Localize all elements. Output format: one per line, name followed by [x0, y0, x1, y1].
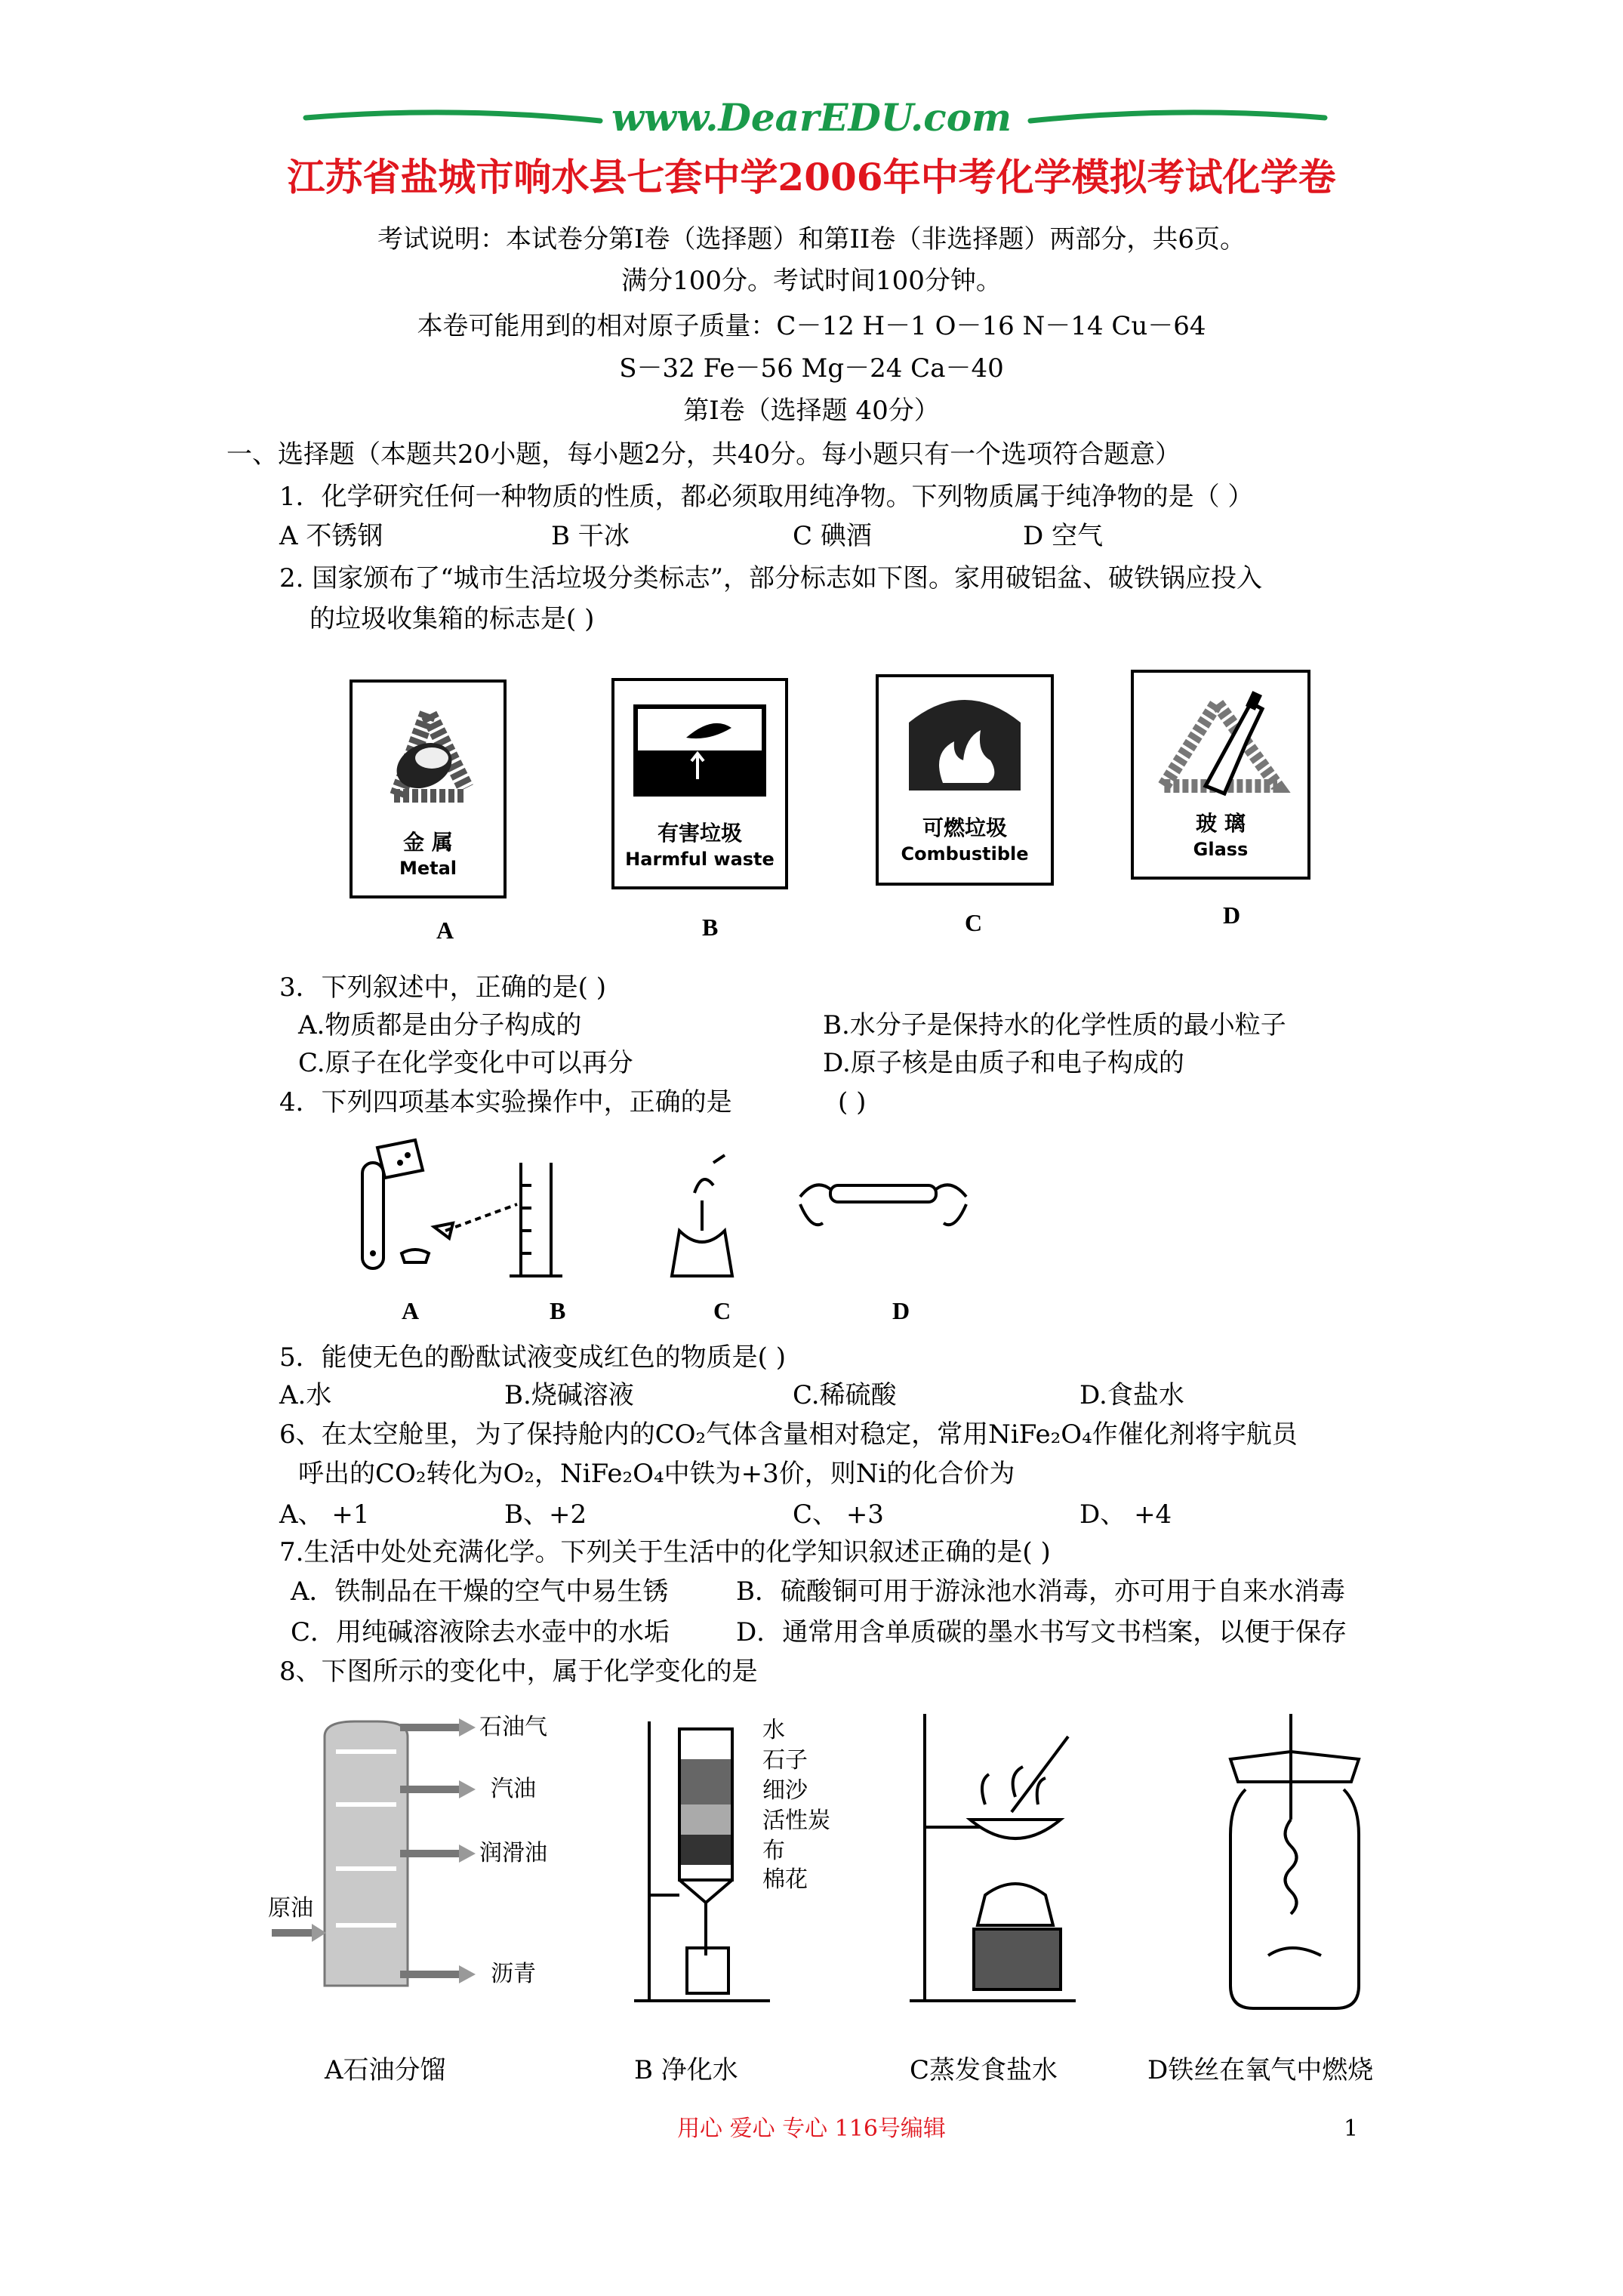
q6-option-a: A、 +1 [279, 1499, 370, 1530]
sign-d-letter: D [1223, 901, 1241, 929]
q7-stem: 7.生活中处处充满化学。下列关于生活中的化学知识叙述正确的是( ) [279, 1537, 1051, 1567]
q5-option-b: B.烧碱溶液 [504, 1380, 634, 1410]
op-a-pouring-icon [362, 1140, 429, 1268]
sign-combustible-en: Combustible [901, 843, 1029, 864]
filter-label-water: 水 [762, 1717, 785, 1743]
op-b-cylinder-icon [434, 1163, 562, 1276]
tower-output-gas: 石油气 [479, 1714, 547, 1740]
op-c-lamp-icon [672, 1155, 732, 1276]
op-a-letter: A [402, 1297, 420, 1324]
q6-option-b: B、+2 [504, 1499, 587, 1530]
iron-wire-burning-figure [1208, 1714, 1381, 2016]
op-b-letter: B [550, 1297, 566, 1324]
sign-harmful-en: Harmful waste [625, 849, 775, 870]
sign-metal-cn: 金 属 [403, 830, 453, 855]
op-d-test-tube-icon [800, 1185, 966, 1225]
site-logo-text: www.DearEDU.com [611, 95, 1012, 140]
q5-option-a: A.水 [279, 1380, 332, 1410]
q6-option-d: D、 +4 [1079, 1499, 1172, 1530]
atomic-mass-line-2: S－32 Fe－56 Mg－24 Ca－40 [619, 353, 1004, 384]
sign-combustible [876, 674, 1054, 886]
sign-harmful-waste [611, 678, 788, 889]
q7-option-c: C．用纯碱溶液除去水壶中的水垢 [291, 1617, 670, 1647]
header-swoosh-left [302, 104, 604, 134]
q5-option-c: C.稀硫酸 [793, 1380, 897, 1410]
q8-caption-c: C蒸发食盐水 [910, 2055, 1058, 2085]
sign-metal [350, 680, 507, 898]
filter-label-carbon: 活性炭 [762, 1808, 830, 1834]
tower-output-asphalt: 沥青 [491, 1961, 536, 1987]
q1-option-b: B 干冰 [551, 521, 630, 551]
harmful-waste-icon [614, 681, 785, 809]
q5-stem: 5．能使无色的酚酞试液变成红色的物质是( ) [279, 1342, 786, 1373]
q2-stem-line-1: 2. 国家颁布了“城市生活垃圾分类标志”，部分标志如下图。家用破铝盆、破铁锅应投入 [279, 563, 1263, 593]
footer-editor-note: 用心 爱心 专心 116号编辑 [677, 2116, 946, 2142]
sign-a-letter: A [436, 917, 454, 944]
q4-bracket: ( ) [838, 1087, 867, 1117]
sign-c-letter: C [965, 909, 983, 936]
q1-option-d: D 空气 [1023, 521, 1104, 551]
q3-option-b: B.水分子是保持水的化学性质的最小粒子 [823, 1010, 1286, 1040]
lab-operations-figure [347, 1133, 996, 1284]
q6-stem-line-2: 呼出的CO₂转化为O₂，NiFe₂O₄中铁为+3价，则Ni的化合价为 [298, 1459, 1015, 1489]
sign-metal-en: Metal [399, 858, 457, 879]
q1-option-a: A 不锈钢 [279, 521, 383, 551]
q4-stem: 4．下列四项基本实验操作中，正确的是 [279, 1087, 732, 1117]
q8-caption-d: D铁丝在氧气中燃烧 [1147, 2055, 1374, 2085]
q5-option-d: D.食盐水 [1079, 1380, 1184, 1410]
metal-recycle-icon [353, 683, 504, 826]
atomic-mass-line-1: 本卷可能用到的相对原子质量：C－12 H－1 O－16 N－14 Cu－64 [417, 311, 1206, 341]
flame-icon [879, 677, 1051, 806]
intro-line-1: 考试说明：本试卷分第I卷（选择题）和第II卷（非选择题）两部分，共6页。 [377, 224, 1246, 254]
q3-stem: 3．下列叙述中，正确的是( ) [279, 972, 606, 1003]
q7-option-d: D．通常用含单质碳的墨水书写文书档案，以便于保存 [736, 1617, 1347, 1647]
q6-stem-line-1: 6、在太空舱里，为了保持舱内的CO₂气体含量相对稳定，常用NiFe₂O₄作催化剂将宇航员 [279, 1419, 1298, 1450]
q3-option-a: A.物质都是由分子构成的 [298, 1010, 582, 1040]
sign-combustible-cn: 可燃垃圾 [922, 815, 1007, 840]
sign-harmful-cn: 有害垃圾 [657, 821, 742, 846]
evaporation-figure [910, 1706, 1106, 2008]
q1-stem: 1．化学研究任何一种物质的性质，都必须取用纯净物。下列物质属于纯净物的是（ ） [279, 482, 1254, 512]
q7-option-b: B．硫酸铜可用于游泳池水消毒，亦可用于自来水消毒 [736, 1576, 1345, 1607]
part1-heading: 第I卷（选择题 40分） [683, 396, 940, 426]
sign-glass-cn: 玻 璃 [1196, 811, 1246, 836]
page-number: 1 [1344, 2116, 1359, 2142]
section1-heading: 一、选择题（本题共20小题，每小题2分，共40分。每小题只有一个选项符合题意） [226, 439, 1181, 470]
q3-option-c: C.原子在化学变化中可以再分 [298, 1048, 633, 1078]
filter-label-sand: 细沙 [762, 1777, 808, 1804]
filter-label-stones: 石子 [762, 1747, 808, 1774]
q8-caption-a: A石油分馏 [325, 2055, 446, 2085]
q8-caption-b: B 净化水 [634, 2055, 738, 2085]
q2-stem-line-2: 的垃圾收集箱的标志是( ) [310, 604, 595, 634]
filter-label-cloth: 布 [762, 1838, 785, 1864]
tower-output-gasoline: 汽油 [491, 1776, 536, 1802]
op-c-letter: C [713, 1297, 731, 1324]
sign-glass-en: Glass [1193, 839, 1249, 860]
filter-label-cotton: 棉花 [762, 1866, 808, 1893]
glass-bottle-icon [1134, 673, 1307, 809]
q7-option-a: A．铁制品在干燥的空气中易生锈 [291, 1576, 669, 1607]
q6-option-c: C、 +3 [793, 1499, 884, 1530]
intro-line-2: 满分100分。考试时间100分钟。 [621, 266, 1002, 296]
header-swoosh-right [1027, 104, 1329, 134]
tower-output-lubricant: 润滑油 [479, 1840, 547, 1866]
page-title: 江苏省盐城市响水县七套中学2006年中考化学模拟考试化学卷 [287, 155, 1336, 199]
q8-stem: 8、下图所示的变化中，属于化学变化的是 [279, 1657, 758, 1687]
q3-option-d: D.原子核是由质子和电子构成的 [823, 1048, 1184, 1078]
op-d-letter: D [892, 1297, 910, 1324]
q1-option-c: C 碘酒 [793, 521, 872, 551]
tower-feed-label: 原油 [268, 1895, 313, 1922]
sign-glass [1131, 670, 1310, 880]
sign-b-letter: B [702, 914, 719, 941]
